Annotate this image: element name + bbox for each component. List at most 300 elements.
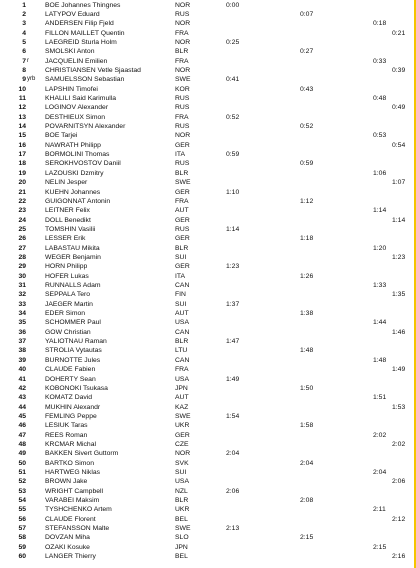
bib-number: 17: [18, 151, 26, 159]
start-time-col-3: 2:02: [373, 431, 387, 439]
start-time-col-4: 0:21: [392, 29, 406, 37]
athlete-name: MUKHIN Alexandr: [45, 403, 101, 411]
list-row: [0, 346, 416, 355]
nation-code: RUS: [175, 10, 190, 18]
list-row: [0, 505, 416, 514]
start-time-col-4: 1:07: [392, 179, 406, 187]
athlete-name: SAMUELSSON Sebastian: [45, 76, 125, 84]
bib-number: 5: [22, 38, 26, 46]
start-time-col-3: 1:06: [373, 169, 387, 177]
start-time-col-3: 1:48: [373, 356, 387, 364]
nation-code: NOR: [175, 20, 191, 28]
nation-code: GER: [175, 188, 190, 196]
list-row: [0, 318, 416, 327]
athlete-name: POVARNITSYN Alexander: [45, 123, 126, 131]
start-time-col-3: 1:51: [373, 394, 387, 402]
athlete-name: JAEGER Martin: [45, 300, 93, 308]
athlete-name: HARTWEG Niklas: [45, 469, 101, 476]
start-time-col-3: 2:04: [373, 469, 387, 476]
list-row: [0, 365, 416, 374]
athlete-name: CLAUDE Florent: [45, 515, 96, 523]
start-time-col-4: 0:39: [392, 66, 406, 74]
list-row: [0, 375, 416, 384]
start-time-col-3: 0:33: [373, 57, 387, 65]
list-row: [0, 356, 416, 365]
bib-number: 41: [18, 375, 26, 383]
list-row: [0, 393, 416, 402]
nation-code: JPN: [175, 543, 188, 551]
nation-code: USA: [175, 478, 189, 486]
bib-number: 9: [22, 76, 26, 84]
athlete-name: REES Roman: [45, 431, 88, 439]
list-row: [0, 384, 416, 393]
nation-code: FRA: [175, 113, 189, 121]
list-row: [0, 29, 416, 38]
nation-code: KOR: [175, 85, 190, 93]
nation-code: USA: [175, 319, 189, 327]
start-time-col-2: 0:52: [300, 123, 314, 131]
list-row: [0, 206, 416, 215]
nation-code: NOR: [175, 38, 191, 46]
nation-code: SVK: [175, 459, 189, 467]
start-time-col-1: 1:47: [226, 338, 240, 346]
athlete-name: BURNOTTE Jules: [45, 356, 101, 364]
list-row: [0, 141, 416, 150]
nation-code: JPN: [175, 384, 188, 392]
athlete-name: GUIGONNAT Antonin: [45, 197, 111, 205]
start-time-col-1: 1:10: [226, 188, 240, 196]
start-time-col-2: 0:27: [300, 48, 314, 56]
athlete-name: KOMATZ David: [45, 394, 93, 402]
list-row: [0, 47, 416, 56]
list-row: [0, 234, 416, 243]
start-time-col-4: 1:49: [392, 366, 406, 374]
nation-code: RUS: [175, 95, 190, 102]
start-time-col-1: 1:54: [226, 412, 240, 420]
athlete-name: BOE Johannes Thingnes: [45, 1, 121, 9]
start-time-col-2: 0:59: [300, 160, 314, 168]
athlete-name: FILLON MAILLET Quentin: [45, 29, 125, 37]
bib-number: 55: [18, 506, 26, 514]
start-time-col-4: 0:54: [392, 141, 406, 149]
bib-number: 27: [18, 244, 26, 252]
athlete-name: STEFANSSON Malte: [45, 525, 110, 533]
athlete-name: ANDERSEN Filip Fjeld: [45, 20, 114, 28]
athlete-name: DESTHIEUX Simon: [45, 113, 106, 121]
nation-code: CAN: [175, 356, 190, 364]
start-time-col-3: 1:33: [373, 282, 387, 289]
bib-number: 6: [22, 48, 26, 56]
start-time-col-1: 1:49: [226, 375, 240, 383]
list-row: [0, 300, 416, 309]
bib-number: 48: [18, 440, 26, 448]
nation-code: CZE: [175, 440, 189, 448]
list-row: [0, 75, 416, 84]
annotation: yrb: [27, 76, 36, 83]
bib-number: 49: [18, 450, 26, 458]
bib-number: 16: [18, 141, 26, 149]
start-time-col-4: 2:16: [392, 553, 406, 561]
bib-number: 53: [18, 487, 26, 495]
start-time-col-4: 1:46: [392, 328, 406, 336]
start-time-col-2: 1:58: [300, 422, 314, 430]
bib-number: 26: [18, 235, 26, 243]
list-row: [0, 122, 416, 131]
list-row: [0, 533, 416, 542]
athlete-name: GOW Christian: [45, 328, 91, 336]
list-row: [0, 468, 416, 477]
athlete-name: TYSHCHENKO Artem: [45, 506, 112, 514]
nation-code: SWE: [175, 525, 191, 533]
bib-number: 2: [22, 10, 26, 18]
nation-code: BEL: [175, 515, 188, 523]
bib-number: 28: [18, 253, 26, 261]
athlete-name: KRCMAR Michal: [45, 440, 96, 448]
athlete-name: STROLIA Vytautas: [45, 347, 102, 355]
start-time-col-2: 1:12: [300, 197, 314, 205]
list-row: [0, 281, 416, 290]
start-time-col-3: 0:18: [373, 20, 387, 28]
bib-number: 22: [18, 197, 26, 205]
athlete-name: WEGER Benjamin: [45, 253, 101, 261]
list-row: [0, 440, 416, 449]
start-time-col-1: 0:25: [226, 38, 240, 46]
start-time-col-4: 1:35: [392, 291, 406, 299]
bib-number: 7: [22, 57, 26, 65]
nation-code: FRA: [175, 57, 189, 65]
start-time-col-2: 2:15: [300, 534, 314, 542]
athlete-name: LESSER Erik: [45, 235, 86, 243]
athlete-name: CLAUDE Fabien: [45, 366, 96, 374]
athlete-name: NAWRATH Philipp: [45, 141, 101, 149]
start-time-col-4: 1:53: [392, 403, 406, 411]
start-time-col-1: 0:00: [226, 1, 240, 9]
bib-number: 50: [18, 459, 26, 467]
start-time-col-2: 2:08: [300, 497, 314, 505]
bib-number: 21: [18, 188, 26, 196]
start-time-col-2: 0:07: [300, 10, 314, 18]
athlete-name: OZAKI Kosuke: [45, 543, 90, 551]
list-row: [0, 10, 416, 19]
bib-number: 8: [22, 66, 26, 74]
start-time-col-1: 2:06: [226, 487, 240, 495]
bib-number: 15: [18, 132, 26, 140]
bib-number: 4: [22, 29, 26, 37]
start-time-col-3: 1:20: [373, 244, 387, 252]
athlete-name: LESIUK Taras: [45, 422, 88, 430]
list-row: [0, 421, 416, 430]
bib-number: 32: [18, 291, 26, 299]
athlete-name: BORMOLINI Thomas: [45, 151, 110, 159]
bib-number: 51: [18, 469, 26, 476]
athlete-name: LEITNER Felix: [45, 207, 90, 215]
bib-number: 56: [18, 515, 26, 523]
athlete-name: LABASTAU Mikita: [45, 244, 100, 252]
start-time-col-2: 1:48: [300, 347, 314, 355]
athlete-name: BROWN Jake: [45, 478, 88, 486]
nation-code: FRA: [175, 197, 189, 205]
nation-code: ITA: [175, 272, 186, 280]
nation-code: SWE: [175, 179, 191, 187]
list-row: [0, 131, 416, 140]
start-time-col-4: 2:06: [392, 478, 406, 486]
list-row: [0, 38, 416, 47]
athlete-name: HOFER Lukas: [45, 272, 89, 280]
list-row: [0, 515, 416, 524]
athlete-name: LAZOUSKI Dzmitry: [45, 169, 104, 177]
list-row: [0, 244, 416, 253]
athlete-name: CHRISTIANSEN Vetle Sjaastad: [45, 66, 141, 74]
bib-number: 42: [18, 384, 26, 392]
start-time-col-4: 0:49: [392, 104, 406, 112]
start-time-col-1: 2:04: [226, 450, 240, 458]
start-time-col-1: 1:14: [226, 225, 240, 233]
bib-number: 1: [22, 1, 26, 9]
bib-number: 19: [18, 169, 26, 177]
list-row: [0, 159, 416, 168]
bib-number: 30: [18, 272, 26, 280]
bib-number: 20: [18, 179, 26, 187]
bib-number: 36: [18, 328, 26, 336]
bib-number: 13: [18, 113, 26, 121]
annotation: r: [27, 57, 29, 64]
list-row: [0, 431, 416, 440]
start-time-col-3: 0:48: [373, 95, 387, 102]
list-row: [0, 216, 416, 225]
list-row: [0, 19, 416, 28]
nation-code: NOR: [175, 132, 191, 140]
nation-code: SUI: [175, 253, 187, 261]
nation-code: SUI: [175, 300, 187, 308]
nation-code: UKR: [175, 506, 190, 514]
athlete-name: LANGER Thierry: [45, 553, 96, 561]
start-time-col-4: 1:14: [392, 216, 406, 224]
nation-code: RUS: [175, 104, 190, 112]
start-time-col-2: 1:38: [300, 310, 314, 318]
start-time-col-3: 0:53: [373, 132, 387, 140]
nation-code: SUI: [175, 469, 187, 476]
bib-number: 11: [18, 95, 26, 102]
nation-code: BEL: [175, 553, 188, 561]
list-row: [0, 477, 416, 486]
start-time-col-4: 1:23: [392, 253, 406, 261]
athlete-name: KOBONOKI Tsukasa: [45, 384, 108, 392]
bib-number: 24: [18, 216, 26, 224]
nation-code: BLR: [175, 497, 189, 505]
athlete-name: SCHOMMER Paul: [45, 319, 101, 327]
start-time-col-1: 2:13: [226, 525, 240, 533]
nation-code: SWE: [175, 76, 191, 84]
list-row: [0, 487, 416, 496]
list-row: [0, 197, 416, 206]
nation-code: GER: [175, 431, 190, 439]
nation-code: AUT: [175, 310, 189, 318]
bib-number: 39: [18, 356, 26, 364]
bib-number: 10: [18, 85, 26, 93]
bib-number: 14: [18, 123, 26, 131]
bib-number: 43: [18, 394, 26, 402]
start-time-col-3: 2:15: [373, 543, 387, 551]
list-row: [0, 524, 416, 533]
start-time-col-1: 0:59: [226, 151, 240, 159]
list-row: [0, 290, 416, 299]
athlete-name: SMOLSKI Anton: [45, 48, 95, 56]
nation-code: SLO: [175, 534, 189, 542]
nation-code: BLR: [175, 338, 189, 346]
athlete-name: KHALILI Said Karimulla: [45, 95, 117, 102]
start-time-col-3: 1:14: [373, 207, 387, 215]
nation-code: LTU: [175, 347, 188, 355]
nation-code: CAN: [175, 328, 190, 336]
bib-number: 29: [18, 263, 26, 271]
athlete-name: NELIN Jesper: [45, 179, 88, 187]
bib-number: 57: [18, 525, 26, 533]
nation-code: RUS: [175, 160, 190, 168]
nation-code: GER: [175, 216, 190, 224]
list-row: [0, 94, 416, 103]
athlete-name: BOE Tarjei: [45, 132, 78, 140]
start-time-col-4: 2:02: [392, 440, 406, 448]
list-row: [0, 337, 416, 346]
bib-number: 33: [18, 300, 26, 308]
nation-code: FIN: [175, 291, 186, 299]
bib-number: 47: [18, 431, 26, 439]
bib-number: 3: [22, 20, 26, 28]
list-row: [0, 496, 416, 505]
athlete-name: VARABEI Maksim: [45, 497, 100, 505]
athlete-name: BARTKO Simon: [45, 459, 94, 467]
bib-number: 60: [18, 553, 26, 561]
bib-number: 46: [18, 422, 26, 430]
nation-code: AUT: [175, 394, 189, 402]
list-row: [0, 225, 416, 234]
list-row: [0, 272, 416, 281]
bib-number: 34: [18, 310, 26, 318]
nation-code: FRA: [175, 29, 189, 37]
list-row: [0, 543, 416, 552]
athlete-name: SEROKHVOSTOV Daniil: [45, 160, 121, 168]
nation-code: NOR: [175, 66, 191, 74]
athlete-name: JACQUELIN Emilien: [45, 57, 108, 65]
list-row: [0, 262, 416, 271]
nation-code: RUS: [175, 123, 190, 131]
list-row: [0, 66, 416, 75]
nation-code: GER: [175, 263, 190, 271]
athlete-name: LAPSHIN Timofei: [45, 85, 98, 93]
athlete-name: RUNNALLS Adam: [45, 282, 101, 289]
bib-number: 35: [18, 319, 26, 327]
athlete-name: EDER Simon: [45, 310, 86, 318]
athlete-name: YALIOTNAU Raman: [45, 338, 107, 346]
list-row: [0, 178, 416, 187]
list-row: [0, 412, 416, 421]
nation-code: GER: [175, 141, 190, 149]
athlete-name: KUEHN Johannes: [45, 188, 101, 196]
start-time-col-4: 2:12: [392, 515, 406, 523]
nation-code: CAN: [175, 282, 190, 289]
athlete-name: TOMSHIN Vasilii: [45, 225, 96, 233]
list-row: [0, 253, 416, 262]
start-time-col-1: 0:52: [226, 113, 240, 121]
bib-number: 38: [18, 347, 26, 355]
athlete-name: BAKKEN Sivert Guttorm: [45, 450, 119, 458]
list-row: [0, 1, 416, 10]
start-time-col-3: 1:44: [373, 319, 387, 327]
nation-code: KAZ: [175, 403, 189, 411]
nation-code: NOR: [175, 450, 191, 458]
start-time-col-1: 1:37: [226, 300, 240, 308]
athlete-name: LATYPOV Eduard: [45, 10, 100, 18]
nation-code: BLR: [175, 48, 189, 56]
bib-number: 59: [18, 543, 26, 551]
bib-number: 23: [18, 207, 26, 215]
nation-code: BLR: [175, 244, 189, 252]
bib-number: 37: [18, 338, 26, 346]
nation-code: UKR: [175, 422, 190, 430]
start-time-col-2: 1:50: [300, 384, 314, 392]
athlete-name: LAEGREID Sturla Holm: [45, 38, 117, 46]
bib-number: 54: [18, 497, 26, 505]
bib-number: 58: [18, 534, 26, 542]
nation-code: SWE: [175, 412, 191, 420]
start-time-col-1: 1:23: [226, 263, 240, 271]
nation-code: NZL: [175, 487, 188, 495]
athlete-name: DOLL Benedikt: [45, 216, 91, 224]
athlete-name: DOHERTY Sean: [45, 375, 96, 383]
athlete-name: FEMLING Peppe: [45, 412, 97, 420]
bib-number: 31: [18, 282, 26, 289]
athlete-name: WRIGHT Campbell: [45, 487, 104, 495]
nation-code: RUS: [175, 225, 190, 233]
start-time-col-3: 2:11: [373, 506, 386, 514]
list-row: [0, 150, 416, 159]
bib-number: 25: [18, 225, 26, 233]
athlete-name: DOVZAN Miha: [45, 534, 90, 542]
bib-number: 18: [18, 160, 26, 168]
bib-number: 52: [18, 478, 26, 486]
list-row: [0, 169, 416, 178]
list-row: [0, 552, 416, 561]
start-time-col-2: 1:18: [300, 235, 314, 243]
nation-code: AUT: [175, 207, 189, 215]
list-row: [0, 403, 416, 412]
nation-code: NOR: [175, 1, 191, 9]
start-time-col-2: 0:43: [300, 85, 314, 93]
list-row: [0, 85, 416, 94]
list-row: [0, 113, 416, 122]
start-time-col-2: 1:26: [300, 272, 314, 280]
start-time-col-2: 2:04: [300, 459, 314, 467]
list-row: [0, 309, 416, 318]
bib-number: 45: [18, 412, 26, 420]
nation-code: FRA: [175, 366, 189, 374]
list-row: [0, 459, 416, 468]
start-time-col-1: 0:41: [226, 76, 240, 84]
list-row: [0, 449, 416, 458]
bib-number: 44: [18, 403, 26, 411]
bib-number: 12: [18, 104, 26, 112]
list-row: [0, 188, 416, 197]
athlete-name: SEPPALA Tero: [45, 291, 91, 299]
athlete-name: HORN Philipp: [45, 263, 88, 271]
nation-code: ITA: [175, 151, 186, 159]
nation-code: BLR: [175, 169, 189, 177]
list-row: [0, 103, 416, 112]
list-row: [0, 57, 416, 66]
athlete-name: LOGINOV Alexander: [45, 104, 109, 112]
nation-code: USA: [175, 375, 189, 383]
list-row: [0, 328, 416, 337]
